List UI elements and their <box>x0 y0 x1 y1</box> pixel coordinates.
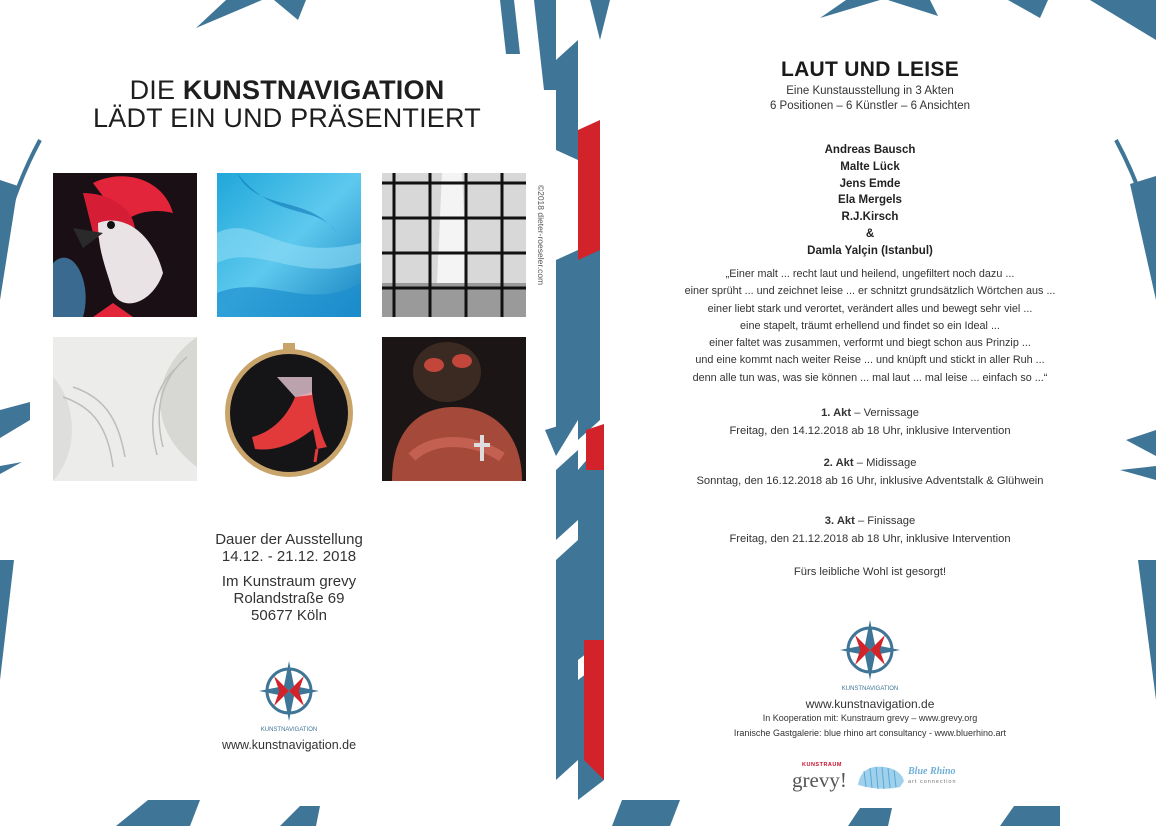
artist-item: Ela Mergels <box>838 194 902 207</box>
akt-detail: Freitag, den 21.12.2018 ab 18 Uhr, inklusive Intervention <box>729 532 1011 545</box>
artist-item: & <box>865 227 875 240</box>
artist-item: Jens Emde <box>839 177 901 190</box>
title-prefix: DIE <box>129 75 183 105</box>
quote-line: und eine kommt nach weiter Reise ... und knüpft und stickt in aller Ruh ... <box>695 354 1045 367</box>
akt-label: 1. Akt <box>821 407 852 419</box>
dates-value: 14.12. - 21.12. 2018 <box>221 548 357 565</box>
quote-line: denn alle tun was, was sie können ... mal laut ... mal leise ... einfach so ...“ <box>692 371 1048 384</box>
catering-note: Fürs leibliche Wohl ist gesorgt! <box>793 566 947 578</box>
akt-name: – Midissage <box>853 457 917 469</box>
compass-logo-icon <box>825 614 915 696</box>
venue-address <box>0 573 578 624</box>
quote-line: eine stapelt, träumt erhellend und findet so ein Ideal ... <box>740 319 1000 332</box>
quote-line: „Einer malt ... recht laut und heilend, ungefiltert noch dazu ... <box>725 268 1015 280</box>
blue-rhino-logo <box>856 763 966 791</box>
quote-line: einer faltet was zusammen, verformt und biegt schon aus Prinzip ... <box>709 337 1031 350</box>
akt-detail: Freitag, den 14.12.2018 ab 18 Uhr, inklusive Intervention <box>729 424 1011 437</box>
title-line2: LÄDT EIN UND PRÄSENTIERT <box>93 103 481 133</box>
logo-text-right: KUNSTNAVIGATION <box>841 686 899 692</box>
logo-text-left: KUNSTNAVIGATION <box>260 727 318 733</box>
right-page <box>560 0 1156 826</box>
invitation-title <box>0 76 574 132</box>
rhino-wordmark: Blue Rhino <box>908 766 956 777</box>
artwork-window-grid <box>382 173 526 317</box>
akt-2-midissage <box>560 455 1156 490</box>
rhino-icon <box>856 763 906 791</box>
credit-text: ©2018 dieter-roeseler.com <box>536 184 546 286</box>
artwork-blue-fabric <box>217 173 361 317</box>
poem-quote <box>560 266 1156 387</box>
venue-city: 50677 Köln <box>251 607 327 624</box>
artwork-white-relief <box>53 337 197 481</box>
artist-item: Andreas Bausch <box>824 144 916 156</box>
venue-name: Im Kunstraum grevy <box>221 573 357 590</box>
left-page <box>0 0 560 826</box>
artwork-portrait-photo <box>382 337 526 481</box>
artwork-rooster-painting <box>53 173 197 317</box>
guest-gallery-note: Iranische Gastgalerie: blue rhino art consultancy - www.bluerhino.art <box>733 728 1007 738</box>
akt-label: 2. Akt <box>823 457 854 469</box>
grevy-logo <box>792 762 847 792</box>
exhibition-subtitle: Eine Kunstausstellung in 3 Akten <box>786 85 954 97</box>
artist-item: R.J.Kirsch <box>841 211 899 224</box>
quote-line: einer sprüht ... und zeichnet leise ... er schnitzt grundsätzlich Wörtchen aus ... <box>684 285 1056 298</box>
quote-line: einer liebt stark und verortet, verändert alles und bewegt sehr viel ... <box>707 302 1033 315</box>
website-link-left[interactable]: www.kunstnavigation.de <box>221 738 357 752</box>
exhibition-positions: 6 Positionen – 6 Künstler – 6 Ansichten <box>769 100 971 112</box>
cooperation-note: In Kooperation mit: Kunstraum grevy – www.grevy.org <box>762 713 978 723</box>
exhibition-dates <box>0 531 578 565</box>
artist-item: Malte Lück <box>840 160 900 173</box>
venue-street: Rolandstraße 69 <box>233 590 345 607</box>
artist-list <box>560 142 1156 260</box>
dates-label: Dauer der Ausstellung <box>215 531 363 548</box>
rhino-tagline: art connection <box>908 779 957 785</box>
grevy-wordmark: grevy! <box>792 768 847 792</box>
akt-detail: Sonntag, den 16.12.2018 ab 16 Uhr, inklusive Adventstalk & Glühwein <box>696 474 1044 487</box>
akt-1-vernissage <box>560 405 1156 440</box>
website-link-right[interactable]: www.kunstnavigation.de <box>805 697 935 711</box>
title-brand: KUNSTNAVIGATION <box>182 75 445 105</box>
artist-item: Damla Yalçin (Istanbul) <box>807 244 933 257</box>
grevy-kunstraum-label: KUNSTRAUM <box>802 762 842 768</box>
compass-logo-icon <box>244 655 334 737</box>
akt-3-finissage <box>560 513 1156 548</box>
akt-name: – Vernissage <box>851 407 919 419</box>
photo-credit <box>535 174 545 294</box>
akt-name: – Finissage <box>854 515 916 527</box>
exhibition-title: LAUT UND LEISE <box>780 58 960 81</box>
akt-label: 3. Akt <box>824 515 855 527</box>
artwork-embroidered-shoe <box>217 337 361 481</box>
